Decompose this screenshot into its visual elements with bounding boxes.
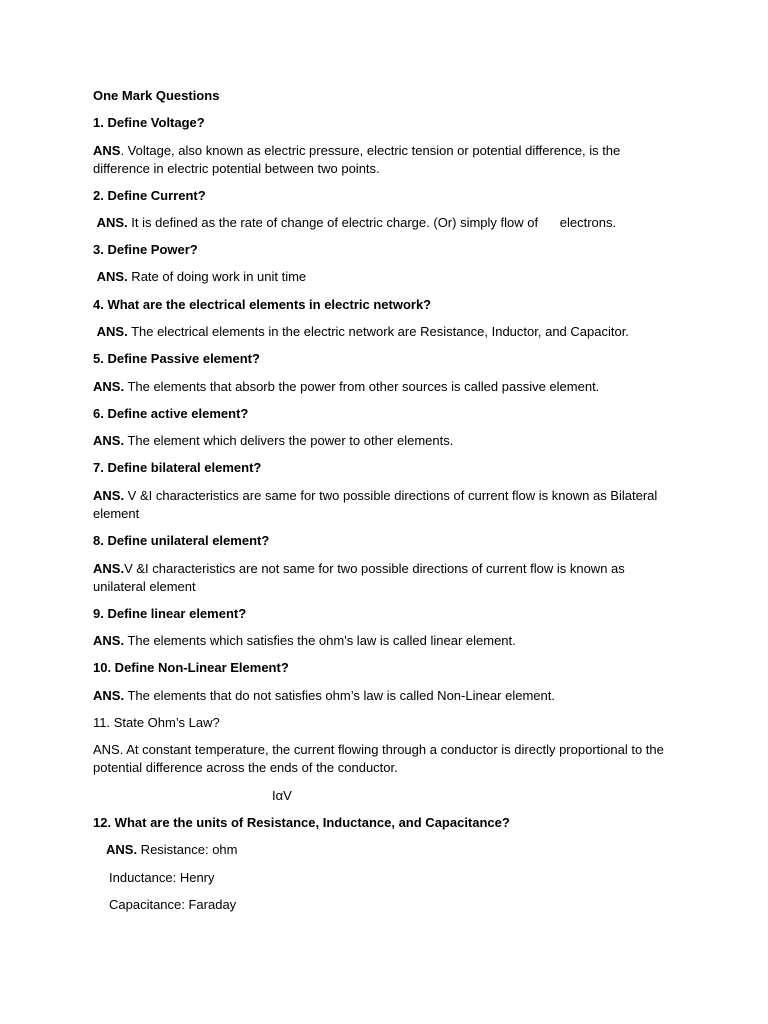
answer-label: ANS. xyxy=(93,561,125,576)
answer-label: ANS. xyxy=(93,379,125,394)
answer-12-line-2: Inductance: Henry xyxy=(109,870,215,885)
answer-text: V &I characteristics are not same for two possible directions of current flow is known as unilateral element xyxy=(93,561,625,594)
answer-1 xyxy=(93,142,668,178)
answer-4 xyxy=(93,323,668,341)
question-12: 12. What are the units of Resistance, Inductance, and Capacitance? xyxy=(93,815,510,830)
answer-12-line-1 xyxy=(106,841,686,859)
answer-label: ANS. xyxy=(93,269,128,284)
answer-text: The elements that absorb the power from other sources is called passive element. xyxy=(124,379,600,394)
answer-8 xyxy=(93,560,638,596)
question-9: 9. Define linear element? xyxy=(93,606,247,621)
answer-label: ANS. xyxy=(93,688,125,703)
answer-5 xyxy=(93,378,668,396)
answer-label: ANS. xyxy=(93,633,125,648)
question-3: 3. Define Power? xyxy=(93,242,198,257)
answer-6 xyxy=(93,432,668,450)
answer-label: ANS xyxy=(93,143,121,158)
answer-label: ANS. xyxy=(93,488,125,503)
question-1: 1. Define Voltage? xyxy=(93,115,205,130)
answer-label: ANS. xyxy=(106,842,138,857)
answer-label: ANS. xyxy=(93,324,128,339)
answer-label: ANS. xyxy=(93,433,125,448)
answer-text: Rate of doing work in unit time xyxy=(127,269,307,284)
question-10: 10. Define Non-Linear Element? xyxy=(93,660,289,675)
question-5: 5. Define Passive element? xyxy=(93,351,260,366)
question-7: 7. Define bilateral element? xyxy=(93,460,262,475)
answer-text: Resistance: ohm xyxy=(137,842,238,857)
answer-2 xyxy=(93,214,668,232)
answer-7 xyxy=(93,487,663,523)
answer-11: ANS. At constant temperature, the current flowing through a conductor is directly proportional to the potential difference across the ends of the conductor. xyxy=(93,742,664,775)
answer-text: The elements which satisfies the ohm's law is called linear element. xyxy=(124,633,516,648)
answer-3 xyxy=(93,268,668,286)
answer-text: V &I characteristics are same for two possible directions of current flow is known as Bilateral element xyxy=(93,488,658,521)
document-title: One Mark Questions xyxy=(93,88,220,103)
answer-text: The electrical elements in the electric network are Resistance, Inductor, and Capacitor. xyxy=(127,324,629,339)
answer-9 xyxy=(93,632,668,650)
ohms-law-formula: IαV xyxy=(272,788,292,803)
answer-text: The element which delivers the power to other elements. xyxy=(124,433,454,448)
answer-10 xyxy=(93,687,668,705)
answer-text: . Voltage, also known as electric pressure, electric tension or potential difference, is the difference in electric potential between two points. xyxy=(93,143,621,176)
question-11: 11. State Ohm’s Law? xyxy=(93,715,220,730)
answer-text: It is defined as the rate of change of electric charge. (Or) simply flow of electrons. xyxy=(127,215,617,230)
question-6: 6. Define active element? xyxy=(93,406,249,421)
answer-label: ANS. xyxy=(93,215,128,230)
answer-text: The elements that do not satisfies ohm’s law is called Non-Linear element. xyxy=(124,688,555,703)
question-4: 4. What are the electrical elements in electric network? xyxy=(93,297,432,312)
question-2: 2. Define Current? xyxy=(93,188,206,203)
question-8: 8. Define unilateral element? xyxy=(93,533,270,548)
answer-12-line-3: Capacitance: Faraday xyxy=(109,897,237,912)
